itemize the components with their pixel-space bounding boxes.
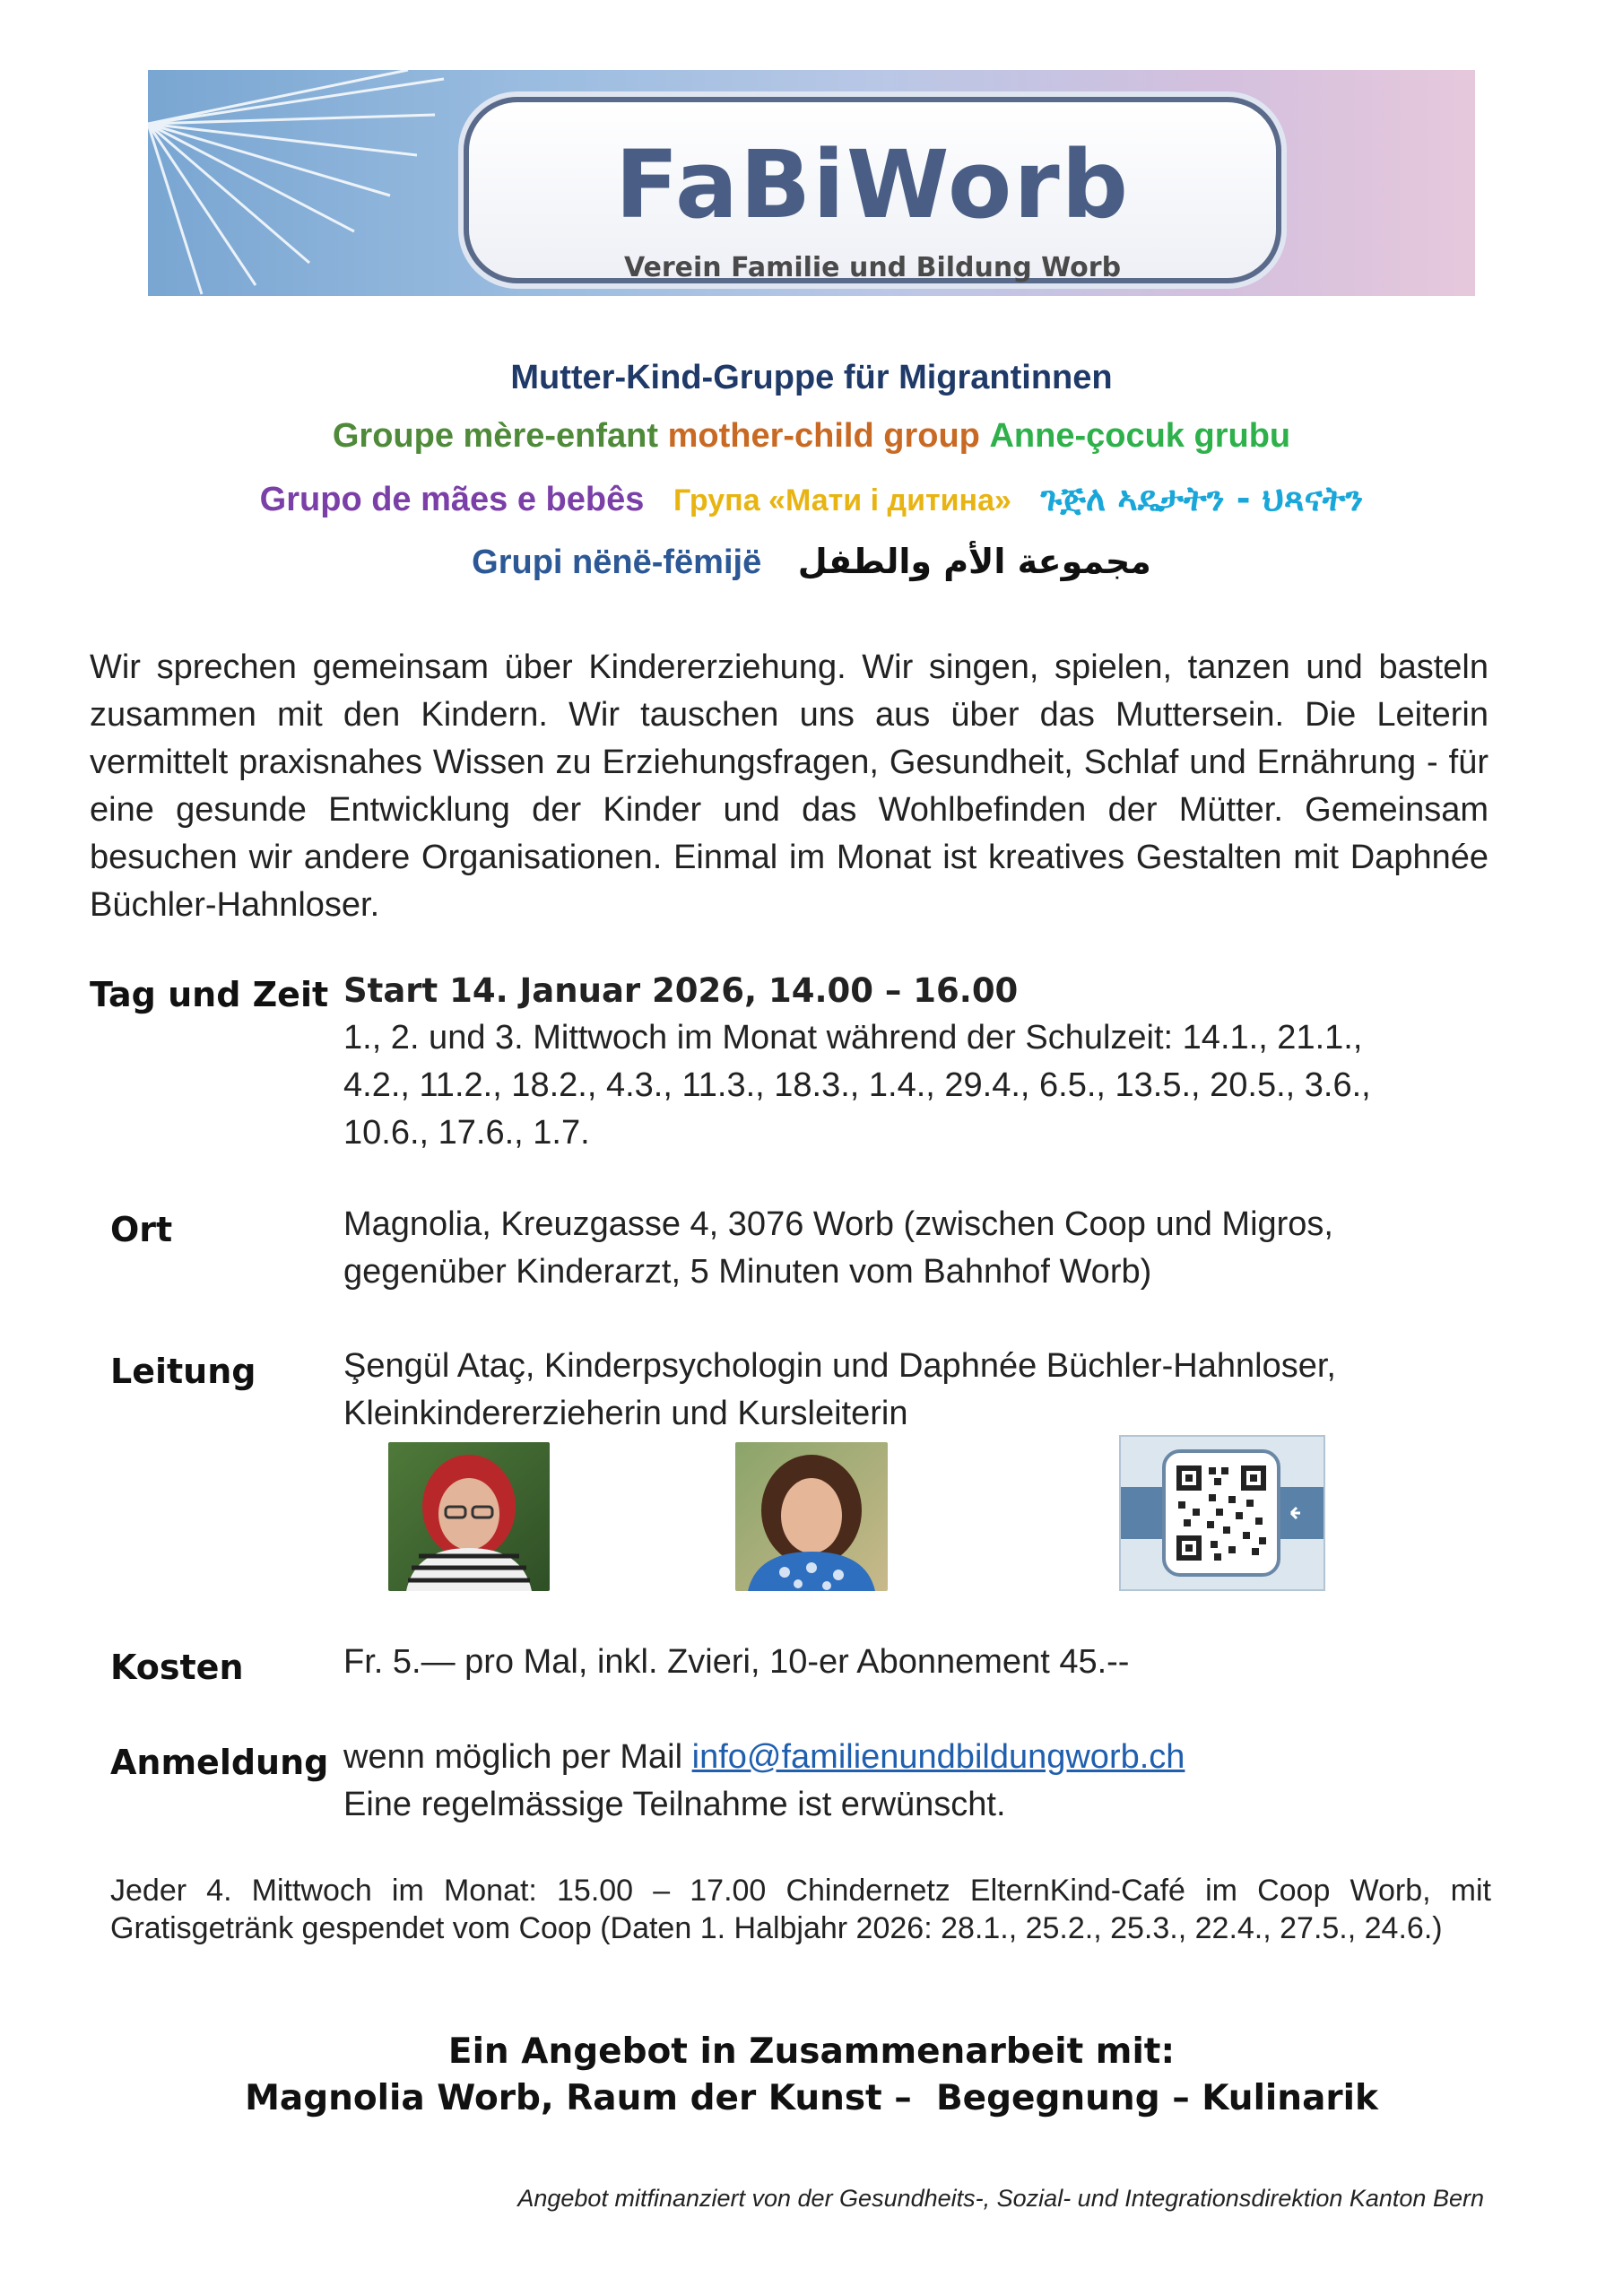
leader-photo-1 xyxy=(388,1442,550,1591)
partnership-line-1: Ein Angebot in Zusammenarbeit mit: xyxy=(447,2031,1176,2072)
time-start: Start 14. Januar 2026, 14.00 – 16.00 xyxy=(343,971,1019,1010)
registration-label: Anmeldung xyxy=(110,1743,329,1782)
heading-tr: Anne-çocuk grubu xyxy=(989,417,1291,455)
heading-en: mother-child group xyxy=(667,417,980,455)
time-label: Tag und Zeit xyxy=(90,975,329,1014)
heading-ar: مجموعة الأم والطفل xyxy=(797,542,1151,581)
funding-footer: Angebot mitfinanziert von der Gesundheits-, Sozial- und Integrationsdirektion Kanton Bern xyxy=(517,2185,1484,2212)
heading-line-2 xyxy=(0,419,1623,453)
heading-line-1 xyxy=(0,361,1623,395)
leader-photo-2 xyxy=(735,1442,888,1591)
time-dates-line-2: 4.2., 11.2., 18.2., 4.3., 11.3., 18.3., 1.4., 29.4., 6.5., 13.5., 20.5., 3.6., xyxy=(343,1066,1371,1104)
lead-label: Leitung xyxy=(110,1352,256,1391)
heading-fr: Groupe mère-enfant xyxy=(332,417,659,455)
registration-prefix: wenn möglich per Mail xyxy=(343,1738,683,1776)
registration-line-2: Eine regelmässige Teilnahme ist erwünscht. xyxy=(343,1786,1006,1823)
heading-line-4 xyxy=(0,544,1623,579)
heading-pt: Grupo de mães e bebês xyxy=(259,481,645,518)
registration-line-1 xyxy=(343,1734,1185,1781)
heading-uk: Група «Мати і дитина» xyxy=(673,483,1011,517)
lead-line-2: Kleinkindererzieherin und Kursleiterin xyxy=(343,1395,908,1432)
cost-text: Fr. 5.— pro Mal, inkl. Zvieri, 10-er Abonnement 45.-- xyxy=(343,1643,1130,1681)
logo-card xyxy=(464,97,1281,283)
qr-code-card xyxy=(1119,1435,1325,1591)
heading-ti: ጉጅለ ኣዴታትን - ህጻናትን xyxy=(1040,479,1364,518)
heading-line-3 xyxy=(0,479,1623,518)
qr-code-icon xyxy=(1121,1437,1324,1589)
time-dates-line-3: 10.6., 17.6., 1.7. xyxy=(343,1114,590,1152)
logo-subtitle: Verein Familie und Bildung Worb xyxy=(623,252,1122,283)
place-line-1: Magnolia, Kreuzgasse 4, 3076 Worb (zwischen Coop und Migros, xyxy=(343,1205,1333,1243)
time-dates-line-1: 1., 2. und 3. Mittwoch im Monat während der Schulzeit: 14.1., 21.1., xyxy=(343,1019,1363,1057)
sunburst-icon xyxy=(148,70,471,296)
cafe-note: Jeder 4. Mittwoch im Monat: 15.00 – 17.00 Chindernetz ElternKind-Café im Coop Worb, mit Gratisgetränk gespendet vom Coop (Daten 1. Halbjahr 2026: 28.1., 25.2., 25.3., 22.4., 27.5., 24.6.) xyxy=(110,1874,1491,1945)
header-banner xyxy=(148,70,1475,296)
cost-label: Kosten xyxy=(110,1648,244,1687)
registration-email-link[interactable]: info@familienundbildungworb.ch xyxy=(691,1738,1185,1776)
heading-sq: Grupi nënë-fëmijë xyxy=(472,544,762,581)
heading-de: Mutter-Kind-Gruppe für Migrantinnen xyxy=(510,359,1113,396)
partnership-line-2: Magnolia Worb, Raum der Kunst – Begegnung – Kulinarik xyxy=(245,2078,1378,2118)
place-line-2: gegenüber Kinderarzt, 5 Minuten vom Bahnhof Worb) xyxy=(343,1253,1152,1291)
person-photo-icon xyxy=(388,1442,550,1591)
place-label: Ort xyxy=(110,1210,173,1249)
lead-line-1: Şengül Ataç, Kinderpsychologin und Daphnée Büchler-Hahnloser, xyxy=(343,1347,1336,1385)
logo-title: FaBiWorb xyxy=(614,130,1131,239)
person-photo-icon xyxy=(735,1442,888,1591)
intro-paragraph: Wir sprechen gemeinsam über Kindererziehung. Wir singen, spielen, tanzen und basteln zusammen mit den Kindern. Wir tauschen uns aus über das Muttersein. Die Leiterin vermittelt praxisnahes Wissen zu Erziehungsfragen, Gesundheit, Schlaf und Ernährung - für eine gesunde Entwicklung der Kinder und das Wohlbefinden der Mütter. Gemeinsam besuchen wir andere Organisationen. Einmal im Monat ist kreatives Gestalten mit Daphnée Büchler-Hahnloser. xyxy=(90,648,1488,924)
